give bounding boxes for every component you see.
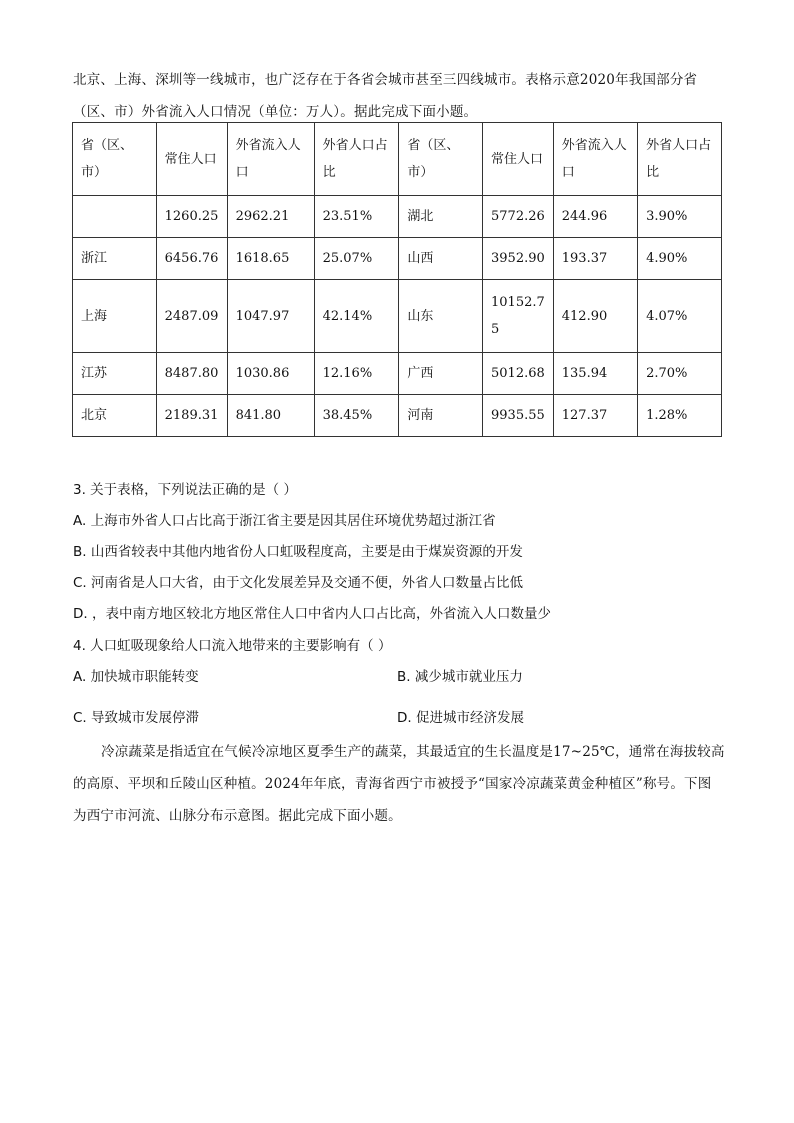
header-cell: 外省人口占比 bbox=[314, 123, 399, 196]
table-row bbox=[73, 395, 722, 437]
intro-paragraph: 北京、上海、深圳等一线城市，也广泛存在于各省会城市甚至三四线城市。表格示意2020年我国部分省（区、市）外省流入人口情况（单位：万人）。据此完成下面小题。 bbox=[73, 72, 698, 120]
table-row bbox=[73, 238, 722, 280]
question-4-option-b: B. 减少城市就业压力 bbox=[397, 669, 523, 685]
table-cell bbox=[73, 196, 157, 238]
cold-vegetable-paragraph: 冷凉蔬菜是指适宜在气候冷凉地区夏季生产的蔬菜，其最适宜的生长温度是17~25℃，通常在海拔较高的高原、平坝和丘陵山区种植。2024年年底，青海省西宁市被授予“国家冷凉蔬菜黄金种植区”称号。下图为西宁市河流、山脉分布示意图。据此完成下面小题。 bbox=[73, 744, 725, 824]
question-3-option-c: C. 河南省是人口大省，由于文化发展差异及交通不便，外省人口数量占比低 bbox=[73, 575, 524, 591]
header-cell: 外省流入人口 bbox=[553, 123, 637, 196]
table-cell: 841.80 bbox=[227, 395, 314, 437]
table-cell: 2962.21 bbox=[227, 196, 314, 238]
table-header-row bbox=[73, 123, 722, 196]
table-cell: 2.70% bbox=[638, 353, 722, 395]
table-cell: 244.96 bbox=[553, 196, 637, 238]
table-cell: 6456.76 bbox=[156, 238, 227, 280]
question-3-option-d: D. ，表中南方地区较北方地区常住人口中省内人口占比高，外省流入人口数量少 bbox=[73, 606, 551, 622]
table-cell: 1047.97 bbox=[227, 280, 314, 353]
table-cell: 北京 bbox=[73, 395, 157, 437]
table-cell: 5012.68 bbox=[483, 353, 554, 395]
table-row bbox=[73, 196, 722, 238]
table-cell: 23.51% bbox=[314, 196, 399, 238]
table-cell: 127.37 bbox=[553, 395, 637, 437]
table-cell: 山东 bbox=[399, 280, 483, 353]
table-cell: 河南 bbox=[399, 395, 483, 437]
table-cell: 2189.31 bbox=[156, 395, 227, 437]
table-cell: 3952.90 bbox=[483, 238, 554, 280]
table-cell: 1030.86 bbox=[227, 353, 314, 395]
table-cell: 广西 bbox=[399, 353, 483, 395]
table-cell: 湖北 bbox=[399, 196, 483, 238]
table-cell: 8487.80 bbox=[156, 353, 227, 395]
question-4-option-a: A. 加快城市职能转变 bbox=[73, 669, 199, 685]
table-cell: 4.90% bbox=[638, 238, 722, 280]
table-cell: 上海 bbox=[73, 280, 157, 353]
table-row bbox=[73, 280, 722, 353]
table-cell: 5772.26 bbox=[483, 196, 554, 238]
table-cell: 12.16% bbox=[314, 353, 399, 395]
table-cell: 42.14% bbox=[314, 280, 399, 353]
question-3-option-b: B. 山西省较表中其他内地省份人口虹吸程度高，主要是由于煤炭资源的开发 bbox=[73, 544, 523, 560]
question-4-option-d: D. 促进城市经济发展 bbox=[397, 710, 524, 726]
table-cell: 1260.25 bbox=[156, 196, 227, 238]
header-cell: 常住人口 bbox=[483, 123, 554, 196]
table-cell: 1618.65 bbox=[227, 238, 314, 280]
question-3-stem: 3. 关于表格，下列说法正确的是（ ） bbox=[73, 482, 297, 498]
table-cell: 1.28% bbox=[638, 395, 722, 437]
table-cell: 135.94 bbox=[553, 353, 637, 395]
header-cell: 省（区、市） bbox=[73, 123, 157, 196]
header-cell: 外省流入人口 bbox=[227, 123, 314, 196]
table-row bbox=[73, 353, 722, 395]
table-cell: 10152.75 bbox=[483, 280, 554, 353]
table-cell: 4.07% bbox=[638, 280, 722, 353]
table-cell: 2487.09 bbox=[156, 280, 227, 353]
population-table bbox=[72, 122, 722, 437]
table-cell: 25.07% bbox=[314, 238, 399, 280]
question-3-option-a: A. 上海市外省人口占比高于浙江省主要是因其居住环境优势超过浙江省 bbox=[73, 513, 496, 529]
table-cell: 浙江 bbox=[73, 238, 157, 280]
table-cell: 山西 bbox=[399, 238, 483, 280]
table-cell: 193.37 bbox=[553, 238, 637, 280]
table-cell: 412.90 bbox=[553, 280, 637, 353]
table-cell: 3.90% bbox=[638, 196, 722, 238]
question-4-stem: 4. 人口虹吸现象给人口流入地带来的主要影响有（ ） bbox=[73, 638, 392, 654]
table-cell: 9935.55 bbox=[483, 395, 554, 437]
table-cell: 38.45% bbox=[314, 395, 399, 437]
header-cell: 常住人口 bbox=[156, 123, 227, 196]
header-cell: 省（区、市） bbox=[399, 123, 483, 196]
table-cell: 江苏 bbox=[73, 353, 157, 395]
header-cell: 外省人口占比 bbox=[638, 123, 722, 196]
question-4-option-c: C. 导致城市发展停滞 bbox=[73, 710, 200, 726]
